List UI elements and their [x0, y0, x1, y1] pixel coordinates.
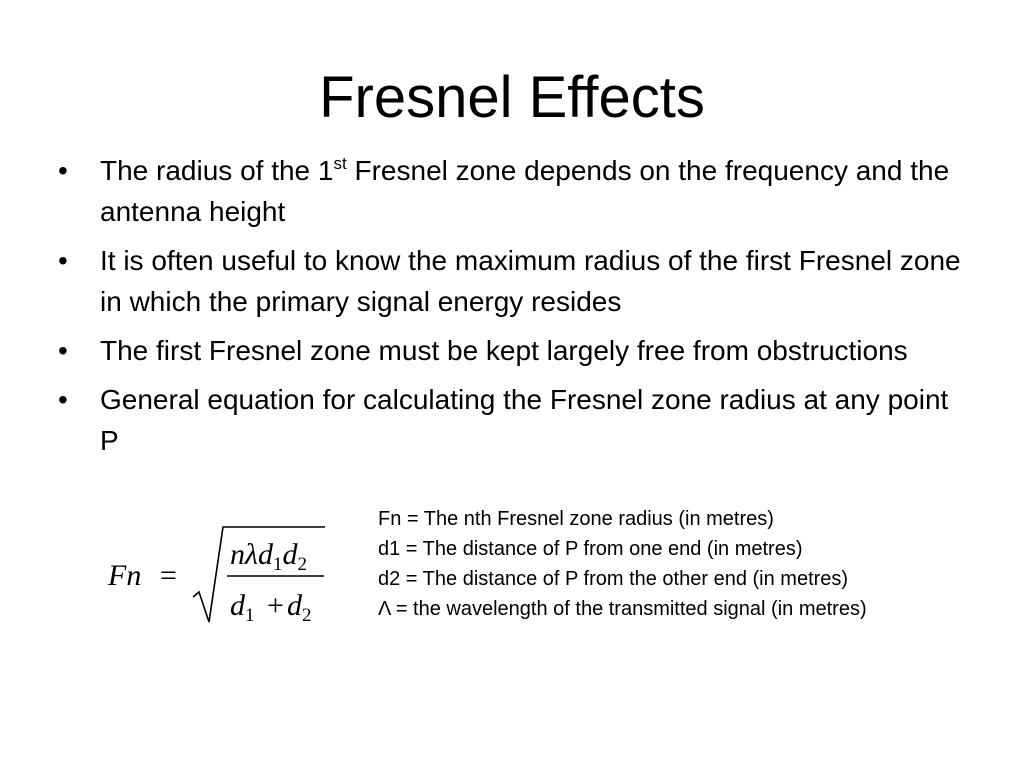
bullet-item [58, 240, 968, 322]
legend-item: d2 = The distance of P from the other end (in metres) [378, 568, 849, 590]
bullet-item [58, 150, 968, 232]
slide-title: Fresnel Effects [319, 65, 705, 130]
bullet-list [58, 150, 968, 469]
bullet-text: General equation for calculating the Fresnel zone radius at any point P [100, 384, 949, 456]
bullet-text-continued: Fresnel zone depends on the frequency and the antenna height [100, 155, 950, 227]
fresnel-equation [100, 520, 340, 630]
legend-item: Λ = the wavelength of the transmitted signal (in metres) [378, 598, 867, 620]
bullet-marker: • [58, 155, 68, 186]
bullet-marker: • [58, 335, 68, 366]
bullet-text: It is often useful to know the maximum radius of the first Fresnel zone in which the primary signal energy resides [100, 245, 961, 317]
bullet-item [58, 330, 968, 371]
equation-equals: = [160, 559, 177, 592]
equation-denominator: $d_1 + d_2$ [230, 589, 312, 626]
bullet-text: The first Fresnel zone must be kept largely free from obstructions [100, 335, 908, 366]
bullet-marker: • [58, 384, 68, 415]
bullet-text: The radius of the 1 [100, 155, 334, 186]
bullet-superscript: st [333, 154, 347, 173]
legend-item: d1 = The distance of P from one end (in metres) [378, 538, 803, 560]
bullet-item [58, 379, 968, 461]
equation-lhs: Fn [108, 559, 142, 592]
variable-legend [378, 504, 1018, 624]
bullet-marker: • [58, 245, 68, 276]
equation-numerator: $n\lambda d_1d_2$ [230, 538, 307, 575]
legend-item: Fn = The nth Fresnel zone radius (in metres) [378, 508, 774, 530]
